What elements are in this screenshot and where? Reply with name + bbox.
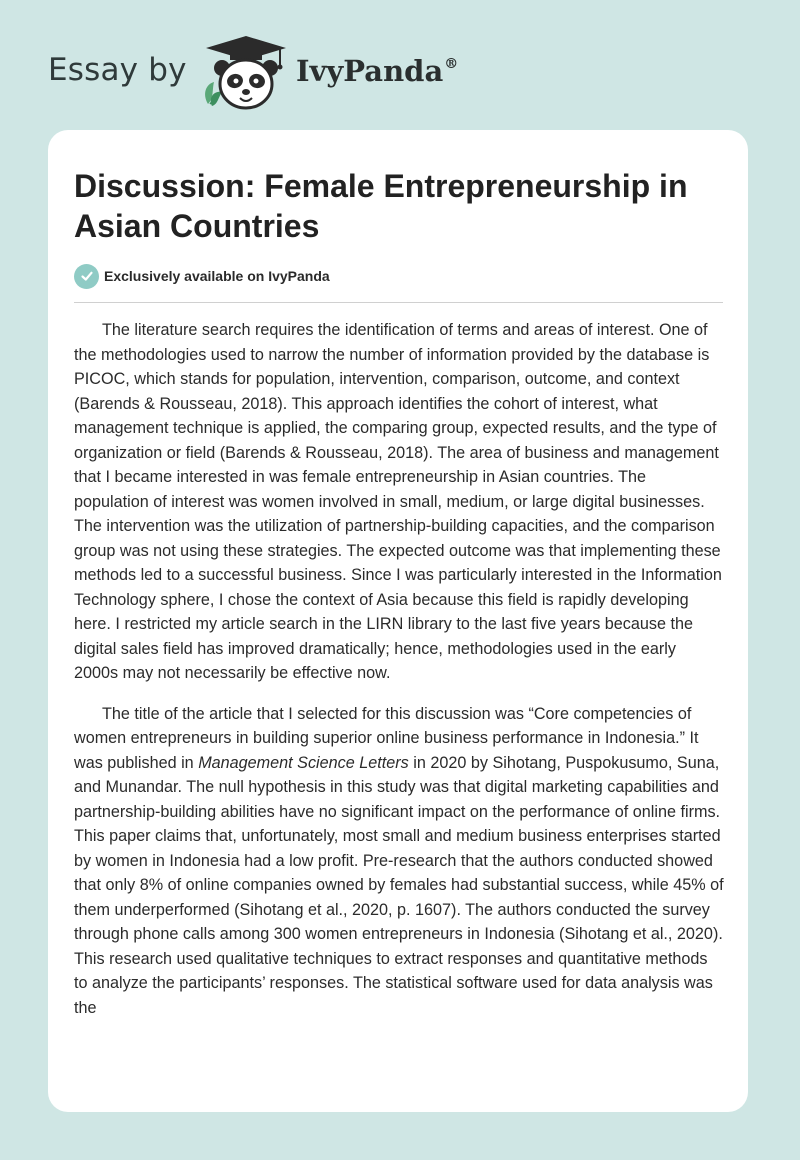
title-divider: [74, 302, 723, 303]
journal-title: Management Science Letters: [198, 753, 409, 772]
exclusive-badge-text: Exclusively available on IvyPanda: [104, 268, 330, 284]
brand-name[interactable]: IvyPanda®: [296, 54, 459, 88]
essay-body: [74, 318, 724, 1036]
registered-mark: ®: [444, 56, 459, 72]
check-circle-icon: [74, 264, 99, 289]
paragraph-2: The title of the article that I selected for this discussion was “Core competencies of women entrepreneurs in building superior online business performance in Indonesia.” It was published in Management Science Letters in 2020 by Sihotang, Puspokusumo, Suna, and Munandar. The null hypothesis in this study was that digital marketing capabilities and partnership-building abilities have no significant impact on the performance of online firms. This paper claims that, unfortunately, most small and medium business enterprises started by women in Indonesia had a low profit. Pre-research that the authors conducted showed that only 8% of online companies owned by females had substantial success, while 45% of them underperformed (Sihotang et al., 2020, p. 1607). The authors conducted the survey through phone calls among 300 women entrepreneurs in Indonesia (Sihotang et al., 2020). This research used qualitative techniques to extract responses and quantitative methods to analyze the participants’ responses. The statistical software used for data analysis was the: [74, 704, 724, 1017]
paragraph-1: The literature search requires the identification of terms and areas of interest. One of the methodologies used to narrow the number of information provided by the database is PICOC, which stands for population, intervention, comparison, outcome, and context (Barends & Rousseau, 2018). This approach identifies the cohort of interest, what management technique is applied, the comparing group, expected results, and the type of organization or field (Barends & Rousseau, 2018). The area of business and management that I became interested in was female entrepreneurship in Asian countries. The population of interest was women involved in small, medium, or large digital businesses. The intervention was the utilization of partnership-building capacities, and the comparison group was not using these strategies. The expected outcome was that implementing these methods led to a successful business. Since I was particularly interested in the Information Technology sphere, I chose the context of Asia because this field is rapidly developing here. I restricted my article search in the LIRN library to the last five years because the digital sales field has improved dramatically; hence, methodologies used in the early 2000s may not necessarily be effective now.: [74, 321, 722, 682]
exclusive-badge: [74, 263, 330, 289]
essay-by-label: Essay by: [48, 52, 187, 88]
site-header: [48, 34, 508, 114]
essay-card: [48, 130, 748, 1112]
panda-graduate-icon[interactable]: [200, 34, 292, 114]
essay-title: Discussion: Female Entrepreneurship in Asian Countries: [74, 168, 688, 244]
